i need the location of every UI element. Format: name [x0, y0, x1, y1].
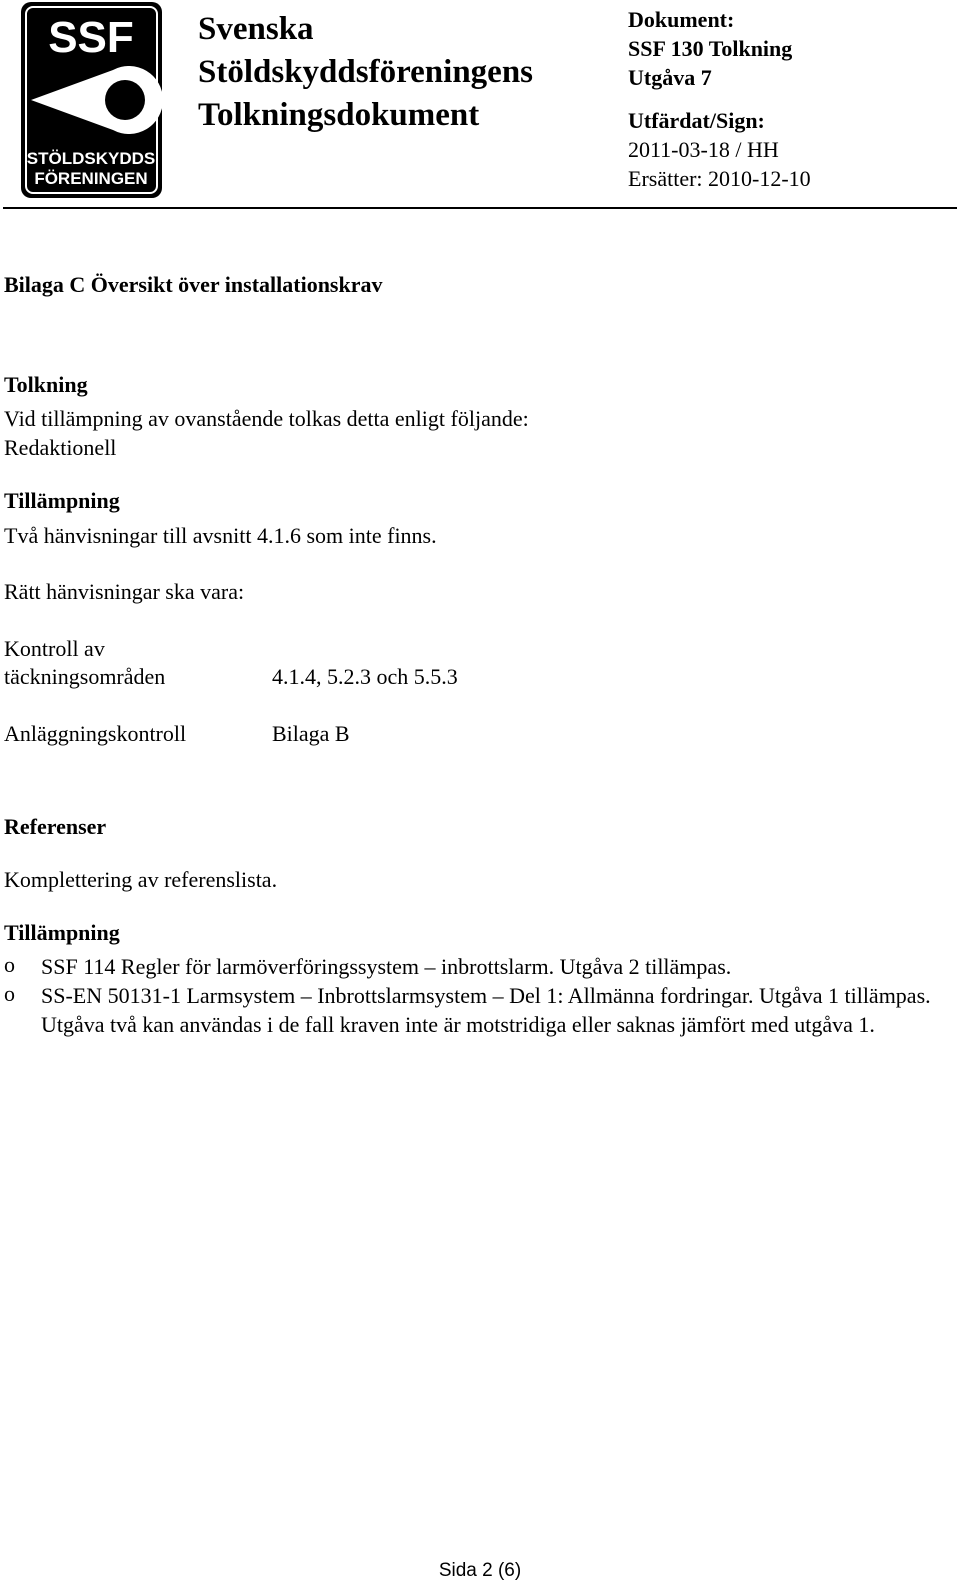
bullet-marker: o	[4, 952, 15, 977]
title-line-3: Tolkningsdokument	[198, 97, 480, 133]
ssf-logo	[21, 2, 162, 198]
title-line-2: Stöldskyddsföreningens	[198, 54, 534, 90]
header-divider	[3, 207, 957, 209]
ref-row-2-value: Bilaga B	[272, 721, 350, 746]
tolkning-heading: Tolkning	[4, 372, 88, 397]
ssf-logo-icon	[21, 2, 162, 198]
organization-title	[198, 8, 533, 137]
tillampning-line-2: Rätt hänvisningar ska vara:	[4, 579, 245, 604]
replaces: Ersätter: 2010-12-10	[628, 166, 811, 191]
ref-row-1-value: 4.1.4, 5.2.3 och 5.5.3	[272, 664, 458, 689]
logo-line1: STÖLDSKYDDS	[26, 149, 156, 168]
page-number: Sida 2 (6)	[438, 1560, 522, 1581]
section-title: Bilaga C Översikt över installationskrav	[4, 272, 383, 297]
issued-label: Utfärdat/Sign:	[628, 108, 765, 133]
ref-row-2-label: Anläggningskontroll	[4, 721, 187, 746]
list-item: SSF 114 Regler för larmöverföringssystem – inbrottslarm. Utgåva 2 tillämpas.	[41, 954, 732, 979]
logo-top-text: SSF	[48, 13, 134, 62]
tillampning-line-1: Två hänvisningar till avsnitt 4.1.6 som inte finns.	[4, 523, 437, 548]
ref-row-1-label-line-1: Kontroll av	[4, 636, 105, 661]
ref-row-1-label-line-2: täckningsområden	[4, 664, 166, 689]
tillampning-heading-2: Tillämpning	[4, 920, 120, 945]
tillampning-heading-1: Tillämpning	[4, 488, 120, 513]
tolkning-line-1: Vid tillämpning av ovanstående tolkas detta enligt följande:	[4, 406, 529, 431]
issued-value: 2011-03-18 / HH	[628, 137, 779, 162]
referenser-line: Komplettering av referenslista.	[4, 867, 278, 892]
document-name: SSF 130 Tolkning	[628, 36, 793, 61]
document-label: Dokument:	[628, 7, 735, 32]
list-item: SS-EN 50131-1 Larmsystem – Inbrottslarmsystem – Del 1: Allmänna fordringar. Utgåva 1 tillämpas. Utgåva två kan användas i de fall kraven inte är motstridiga eller saknas jämfört med utgåva 1.	[41, 983, 931, 1037]
document-meta	[628, 5, 811, 193]
referenser-heading: Referenser	[4, 814, 107, 839]
logo-line2: FÖRENINGEN	[34, 169, 148, 188]
bullet-marker: o	[4, 981, 15, 1006]
edition: Utgåva 7	[628, 65, 712, 90]
title-line-1: Svenska	[198, 11, 314, 47]
tolkning-line-2: Redaktionell	[4, 435, 117, 460]
